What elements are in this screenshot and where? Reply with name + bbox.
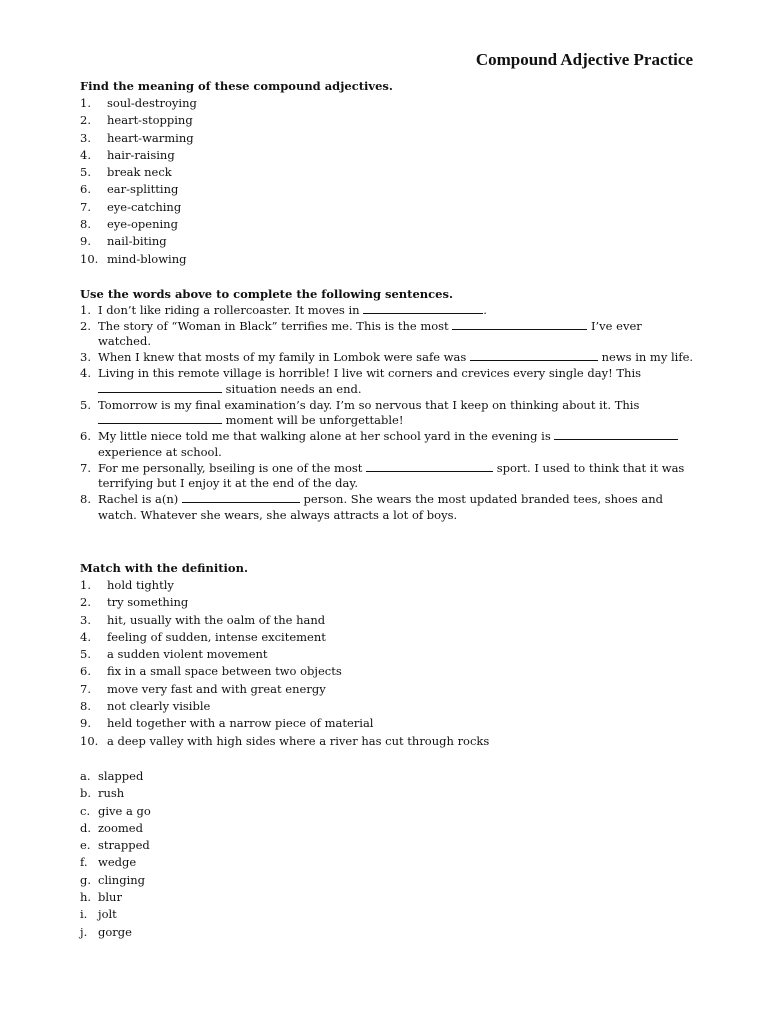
item-text: nail-biting: [107, 234, 167, 249]
item-number: 9.: [80, 716, 91, 731]
definition-item: [80, 594, 695, 611]
answer-blank[interactable]: [98, 382, 222, 393]
item-number: 6.: [80, 664, 91, 679]
option-item: [80, 837, 695, 854]
option-item: [80, 803, 695, 820]
sentence-text-after: .: [483, 303, 487, 317]
option-item: [80, 820, 695, 837]
item-number: 8.: [80, 217, 91, 232]
item-number: 8.: [80, 492, 91, 507]
option-text: jolt: [98, 907, 117, 922]
item-text: try something: [107, 595, 189, 610]
item-number: 6.: [80, 429, 91, 444]
item-number: 2.: [80, 113, 91, 128]
item-number: 3.: [80, 612, 91, 627]
option-item: [80, 872, 695, 889]
answer-blank[interactable]: [554, 429, 678, 440]
item-text: a sudden violent movement: [107, 647, 268, 662]
option-list: [80, 768, 695, 941]
item-text: hold tightly: [107, 578, 174, 592]
item-number: 7.: [80, 199, 91, 214]
section-complete-sentences: [80, 286, 695, 524]
sentence-text-before: Tomorrow is my final examination’s day. I’m so nervous that I keep on thinking about it. This: [98, 397, 640, 412]
item-text: eye-opening: [107, 217, 178, 232]
item-number: 4.: [80, 366, 91, 381]
list-item: [80, 233, 695, 250]
section-heading: Use the words above to complete the following sentences.: [80, 287, 453, 301]
item-number: 4.: [80, 147, 91, 162]
item-text: soul-destroying: [107, 96, 197, 110]
option-item: [80, 785, 695, 802]
sentence-text-after: situation needs an end.: [222, 381, 362, 396]
sentence-text-before: For me personally, bseiling is one of the most: [98, 460, 367, 475]
option-item: [80, 889, 695, 906]
option-letter: i.: [80, 907, 88, 922]
answer-blank[interactable]: [366, 461, 493, 472]
list-item: [80, 130, 695, 147]
option-text: strapped: [98, 838, 150, 853]
item-number: 7.: [80, 460, 91, 475]
sentence-item: [80, 492, 695, 523]
option-letter: c.: [80, 803, 91, 818]
item-number: 3.: [80, 350, 91, 365]
option-letter: a.: [80, 769, 91, 783]
item-text: mind-blowing: [107, 251, 187, 266]
list-item: [80, 181, 695, 198]
item-text: heart-warming: [107, 130, 194, 145]
option-text: gorge: [98, 924, 132, 939]
item-number: 8.: [80, 699, 91, 714]
option-item: [80, 906, 695, 923]
definition-item: [80, 646, 695, 663]
sentence-list: [80, 303, 695, 523]
item-text: break neck: [107, 165, 172, 180]
item-number: 5.: [80, 397, 91, 412]
sentence-text-after: news in my life.: [597, 350, 694, 365]
sentence-text-before: Rachel is a(n): [98, 492, 182, 507]
section-heading: Match with the definition.: [80, 561, 248, 575]
option-letter: h.: [80, 890, 92, 905]
definition-item: [80, 681, 695, 698]
item-text: ear-splitting: [107, 182, 179, 197]
list-item: [80, 164, 695, 181]
sentence-text-before: My little niece told me that walking alone at her school yard in the evening is: [98, 429, 555, 444]
item-text: eye-catching: [107, 199, 182, 214]
sentence-text-before: When I knew that mosts of my family in Lombok were safe was: [98, 350, 470, 365]
option-text: zoomed: [98, 820, 143, 835]
option-letter: g.: [80, 872, 92, 887]
definition-list: [80, 577, 695, 750]
option-text: blur: [98, 890, 122, 905]
list-item: [80, 251, 695, 268]
sentence-text-after: sport. I used to think that it was terrifying but I enjoy it at the end of the day.: [98, 460, 685, 491]
item-number: 9.: [80, 234, 91, 249]
item-text: fix in a small space between two objects: [107, 664, 342, 679]
sentence-text-before: The story of “Woman in Black” terrifies me. This is the most: [98, 318, 453, 333]
answer-blank[interactable]: [182, 492, 300, 503]
definition-item: [80, 663, 695, 680]
sentence-item: [80, 350, 695, 366]
option-letter: f.: [80, 855, 88, 870]
option-text: give a go: [98, 803, 151, 818]
item-number: 3.: [80, 130, 91, 145]
list-item: [80, 112, 695, 129]
list-item: [80, 199, 695, 216]
item-text: held together with a narrow piece of material: [107, 716, 374, 731]
sentence-item: [80, 303, 695, 319]
answer-blank[interactable]: [98, 413, 222, 424]
definition-item: [80, 577, 695, 594]
sentence-item: [80, 319, 695, 350]
sentence-text-after: I’ve ever watched.: [98, 318, 642, 349]
option-letter: j.: [80, 924, 88, 939]
item-number: 1.: [80, 303, 91, 317]
item-number: 5.: [80, 647, 91, 662]
adjective-list: [80, 95, 695, 268]
option-text: clinging: [98, 872, 146, 887]
section-match-options: [80, 768, 695, 941]
item-text: not clearly visible: [107, 699, 211, 714]
sentence-text-after: experience at school.: [98, 444, 222, 459]
item-number: 7.: [80, 681, 91, 696]
definition-item: [80, 733, 695, 750]
definition-item: [80, 612, 695, 629]
item-text: move very fast and with great energy: [107, 681, 326, 696]
option-text: wedge: [98, 855, 137, 870]
option-letter: e.: [80, 838, 91, 853]
definition-item: [80, 629, 695, 646]
sentence-text-before: Living in this remote village is horrible! I live wit corners and crevices every single day! This: [98, 366, 642, 381]
option-item: [80, 768, 695, 785]
section-compound-adjectives: [80, 78, 695, 268]
item-number: 2.: [80, 318, 91, 333]
list-item: [80, 95, 695, 112]
list-item: [80, 216, 695, 233]
item-text: a deep valley with high sides where a river has cut through rocks: [107, 733, 490, 748]
sentence-item: [80, 429, 695, 460]
answer-blank[interactable]: [452, 319, 587, 330]
sentence-item: [80, 461, 695, 492]
sentence-text-after: moment will be unforgettable!: [222, 413, 404, 428]
item-number: 4.: [80, 629, 91, 644]
item-text: hair-raising: [107, 147, 175, 162]
item-number: 1.: [80, 96, 91, 110]
option-item: [80, 854, 695, 871]
sentence-text-after: person. She wears the most updated branded tees, shoes and watch. Whatever she wears, she always attracts a lot of boys.: [98, 492, 663, 522]
item-number: 10.: [80, 251, 99, 266]
item-number: 10.: [80, 733, 99, 748]
sentence-text-before: I don’t like riding a rollercoaster. It moves in: [98, 303, 364, 317]
definition-item: [80, 698, 695, 715]
item-number: 5.: [80, 165, 91, 180]
item-text: feeling of sudden, intense excitement: [107, 629, 326, 644]
answer-blank[interactable]: [470, 350, 598, 361]
option-text: rush: [98, 786, 125, 801]
section-match-definitions: [80, 560, 695, 750]
section-heading: Find the meaning of these compound adjectives.: [80, 79, 393, 93]
page-title: Compound Adjective Practice: [475, 50, 693, 69]
item-text: heart-stopping: [107, 113, 193, 128]
option-letter: b.: [80, 786, 92, 801]
sentence-item: [80, 366, 695, 397]
list-item: [80, 147, 695, 164]
sentence-item: [80, 398, 695, 429]
item-number: 1.: [80, 578, 91, 592]
item-number: 6.: [80, 182, 91, 197]
item-text: hit, usually with the oalm of the hand: [107, 612, 326, 627]
answer-blank[interactable]: [363, 303, 483, 314]
definition-item: [80, 715, 695, 732]
option-letter: d.: [80, 820, 92, 835]
option-item: [80, 924, 695, 941]
item-number: 2.: [80, 595, 91, 610]
option-text: slapped: [98, 769, 144, 783]
